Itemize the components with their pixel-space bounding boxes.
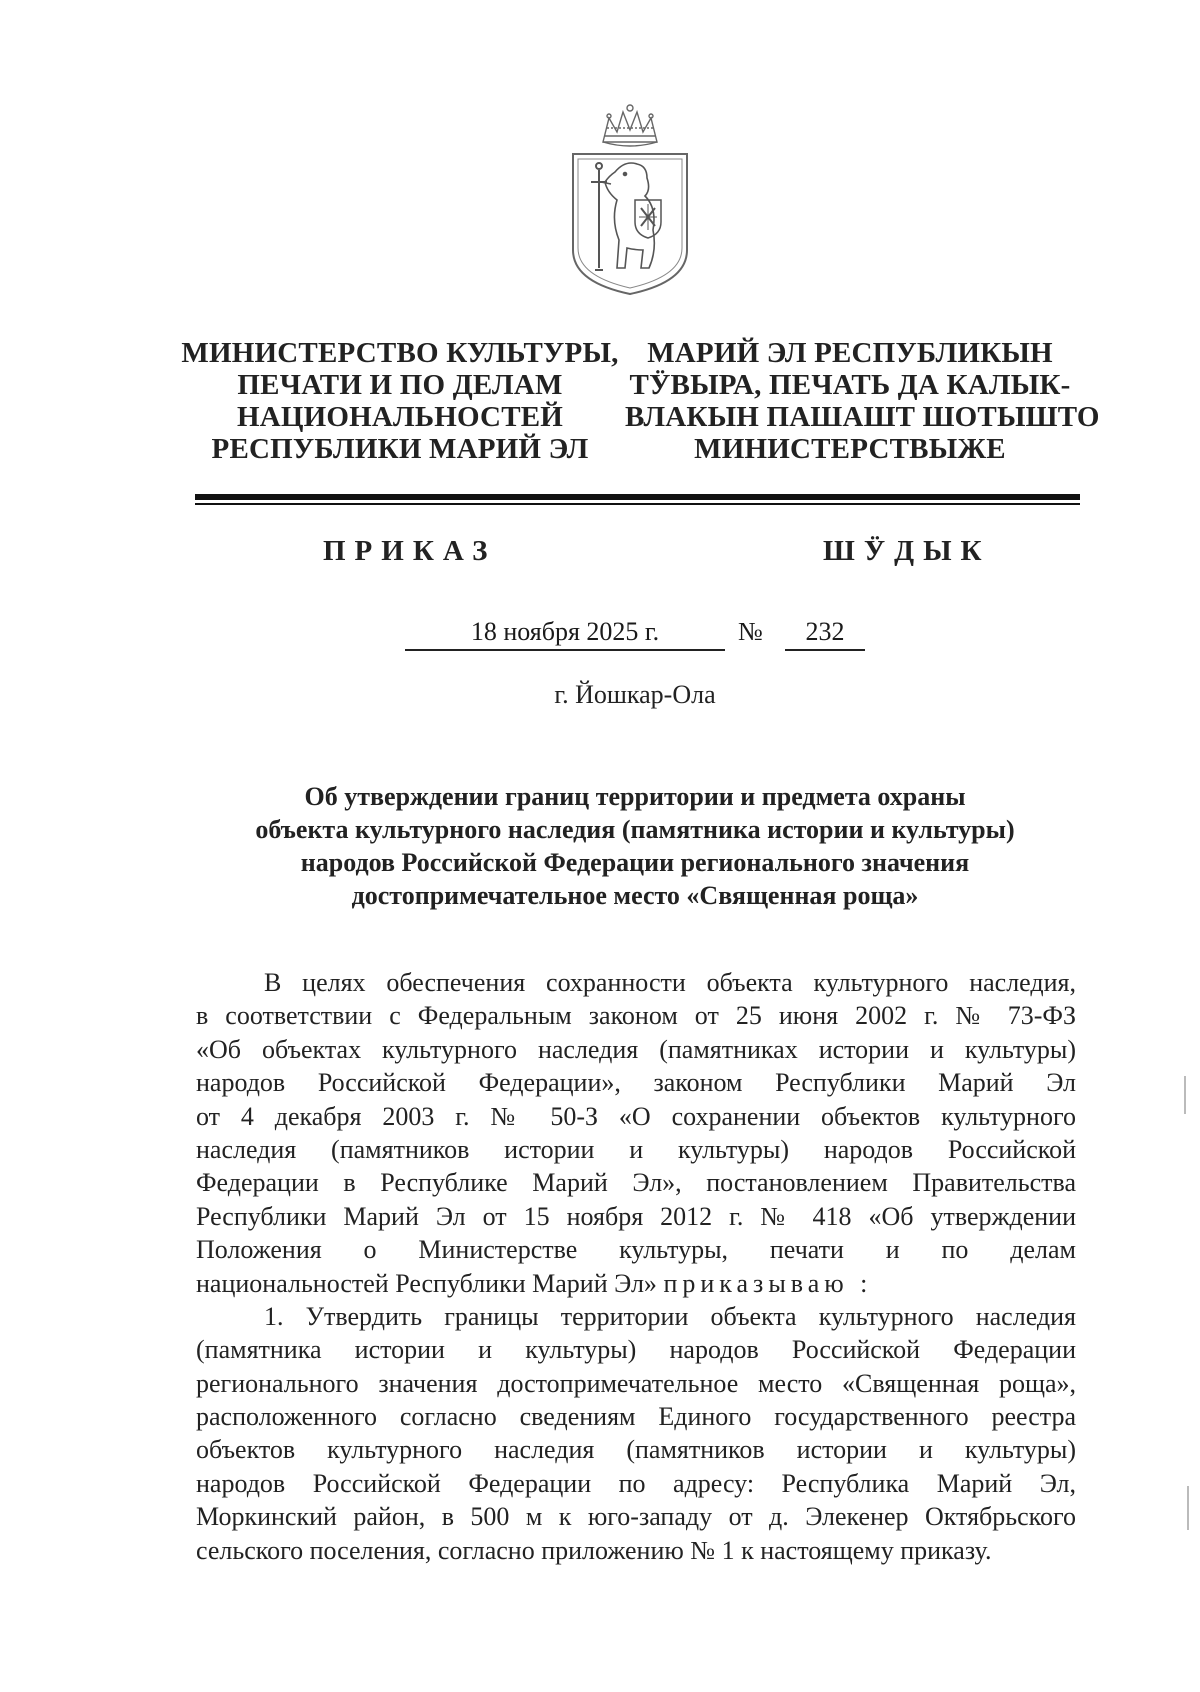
coat-of-arms-icon [565,100,695,300]
body-line: Положения о Министерстве культуры, печати и по делам [196,1235,1076,1265]
body-line: Федерации в Республике Марий Эл», постановлением Правительства [196,1168,1076,1198]
doc-type-russian: ПРИКАЗ [323,535,497,567]
order-number-label: № [738,617,763,646]
body-line: наследия (памятников истории и культуры) народов Российской [196,1134,1076,1164]
order-title-line: народов Российской Федерации регионального значения [300,848,970,877]
body-line: «Об объектах культурного наследия (памятниках истории и культуры) [196,1034,1076,1064]
ministry-name-line: МИНИСТЕРСТВЫЖЕ [694,433,1006,465]
ministry-name-line: ТӰВЫРА, ПЕЧАТЬ ДА КАЛЫК- [629,369,1071,401]
order-number-underline [785,649,865,651]
order-date-underline [405,649,725,651]
body-line: 1. Утвердить границы территории объекта культурного наследия [264,1301,1076,1331]
ministry-name-line: ПЕЧАТИ И ПО ДЕЛАМ [237,369,563,401]
body-line-with-decree [196,1267,1076,1300]
ministry-name-line: ВЛАКЫН ПАШАШТ ШОТЫШТО [625,401,1100,433]
order-title [190,780,1080,912]
order-title-line: достопримечательное место «Священная роща» [351,881,919,910]
order-date: 18 ноября 2025 г. [470,617,660,646]
order-number: 232 [805,617,845,646]
body-line: Республики Марий Эл от 15 ноября 2012 г. № 418 «Об утверждении [196,1201,1076,1231]
body-line: национальностей Республики Марий Эл» [196,1268,657,1298]
doc-type-mari: ШӰДЫК [823,535,991,567]
body-line: (памятника истории и культуры) народов Российской Федерации [196,1335,1076,1365]
body-line: сельского поселения, согласно приложению № 1 к настоящему приказу. [196,1535,992,1565]
scan-margin-mark [1184,1076,1186,1114]
body-line: народов Российской Федерации», законом Республики Марий Эл [196,1068,1076,1098]
ministry-name-line: МАРИЙ ЭЛ РЕСПУБЛИКЫН [647,337,1053,369]
order-body [196,966,1076,1567]
ministry-name-mari [625,337,1100,465]
body-line: расположенного согласно сведениям Единого государственного реестра [196,1402,1076,1432]
scan-margin-mark [1187,1486,1189,1530]
ministry-name-line: РЕСПУБЛИКИ МАРИЙ ЭЛ [211,433,589,465]
order-title-line: объекта культурного наследия (памятника истории и культуры) [255,815,1015,844]
header-divider-thick [195,494,1080,500]
body-line: в соответствии с Федеральным законом от 25 июня 2002 г. № 73-ФЗ [196,1001,1076,1031]
ministry-name-russian [180,337,620,465]
city: г. Йошкар-Ола [554,680,716,709]
body-line: от 4 декабря 2003 г. № 50-З «О сохранении объектов культурного [196,1101,1076,1131]
decree-word: приказываю : [663,1268,873,1298]
order-title-line: Об утверждении границ территории и предмета охраны [304,782,966,811]
body-line: народов Российской Федерации по адресу: Республика Марий Эл, [196,1468,1076,1498]
ministry-name-line: МИНИСТЕРСТВО КУЛЬТУРЫ, [181,337,619,369]
header-divider-thin [195,503,1080,505]
body-line: регионального значения достопримечательное место «Священная роща», [196,1368,1076,1398]
body-line: Моркинский район, в 500 м к юго-западу от д. Элекенер Октябрьского [196,1502,1076,1532]
body-line: В целях обеспечения сохранности объекта культурного наследия, [264,968,1076,997]
body-line: объектов культурного наследия (памятников истории и культуры) [196,1435,1076,1465]
ministry-name-line: НАЦИОНАЛЬНОСТЕЙ [236,401,564,433]
